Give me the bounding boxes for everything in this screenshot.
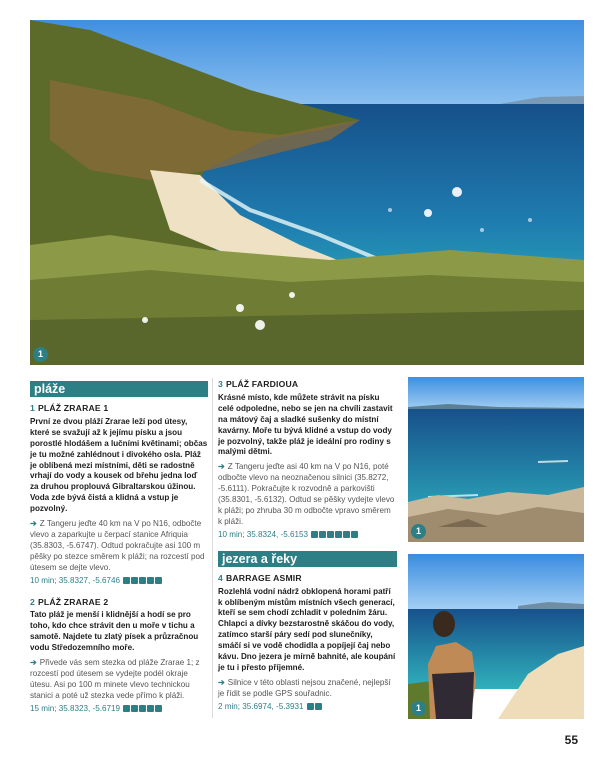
section-heading-lakes: jezera a řeky — [218, 551, 397, 567]
entry-description: Rozlehlá vodní nádrž obklopená horami patří k oblíbeným místům místních všech generací, kteří se sem chodí zchladit v poledním žáru. Chlapci a dívky bezstarostně skáčou do vody, zatímco starší páry sedí pod slunečníky, smáčí si ve vodě chodidla a popíjejí čaj nebo kávu. Dno jezera je mírně bahnité, ale koupání je tu i přesto příjemné. — [218, 586, 396, 672]
entry-description: První ze dvou pláží Zrarae leží pod útesy, které se svažují až k jejímu písku a jsou porostlé hlodášem a lučními květinami; občas je tu možné zahlédnout i divokého osla. Pláž je oblíbená mezi místními, děti se radostně vrhají do vody a kousek od břehu jedna loď za druhou proplouvá Gibraltarskou úžinou. Voda zde bývá čistá a klidná a vstup je pozvolný. — [30, 416, 208, 514]
facility-icon — [327, 531, 334, 538]
entry-number: 3 — [218, 379, 223, 389]
directions-text: Silnice v této oblasti nejsou značené, nejlepší je řídit se podle GPS souřadnic. — [218, 677, 391, 698]
facility-icon — [155, 705, 162, 712]
directions-text: Z Tangeru jeďte asi 40 km na V po N16, poté odbočte vlevo na neoznačenou silnici (35.8272, -5.6111). Pokračujte k rozvodně a parkovišti (35.8301, -5.6132). Odtud se pěšky vydejte vlevo k pláži; po zhruba 30 m odbočte vpravo směrem k pláži. — [218, 462, 395, 526]
entry-title-text: BARRAGE ASMIR — [225, 572, 302, 583]
photo-rocky-shore — [408, 377, 584, 542]
meta-text: 10 min; 35.8324, -5.6153 — [218, 529, 308, 539]
entry-title-text: PLÁŽ ZRARAE 1 — [37, 403, 109, 413]
facility-icon — [139, 705, 146, 712]
facility-icon — [123, 577, 130, 584]
facility-icon — [335, 531, 342, 538]
entry-meta — [218, 530, 397, 541]
photo-coast-beach — [30, 20, 584, 365]
entry-meta — [30, 704, 208, 715]
meta-text: 15 min; 35.8323, -5.6719 — [30, 703, 120, 713]
entry-meta — [30, 576, 208, 587]
entry-title — [30, 597, 208, 608]
facility-icon — [123, 705, 130, 712]
entry-title — [218, 379, 397, 390]
meta-text: 10 min; 35.8327, -5.6746 — [30, 575, 120, 585]
arrow-right-icon: ➔ — [30, 519, 37, 529]
entry-directions — [30, 658, 208, 702]
entry-title — [30, 403, 208, 414]
meta-text: 2 min; 35.6974, -5.3931 — [218, 701, 304, 711]
page-number: 55 — [564, 733, 578, 747]
section-heading-beaches: pláže — [30, 381, 208, 397]
entry-title-text: PLÁŽ FARDIOUA — [225, 379, 299, 389]
facility-icon — [147, 705, 154, 712]
photo-number-badge: 1 — [33, 347, 48, 362]
entry-number: 1 — [30, 403, 35, 413]
entry-description: Krásné místo, kde můžete strávit na písku celé odpoledne, nebo se jen na chvíli zastavit na mátový čaj a sladké sušenky do místní kavárny. Moře tu bývá klidné a vstup do vody je pozvolný, takže pláž je ideální pro rodiny s malými dětmi. — [218, 392, 393, 457]
entry-directions — [30, 519, 208, 574]
entry-title-text: PLÁŽ ZRARAE 2 — [37, 596, 109, 607]
directions-text: Přivede vás sem stezka od pláže Zrarae 1; z rozcestí pod útesem se vydejte podél okraje útesu. Asi po 100 m minete vlevo technickou stanici a poté už stezka vede přímo k pláži. — [30, 658, 200, 700]
entry-title — [218, 573, 397, 584]
arrow-right-icon: ➔ — [218, 462, 225, 472]
directions-text: Z Tangeru jeďte 40 km na V po N16, odbočte vlevo a zaparkujte u čerpací stanice Afriquia (35.8303, -5.6747). Odtud pokračujte asi 100 m pěšky po stezce směrem k pláži; na rozcestí pod útesem se dejte vlevo. — [30, 519, 205, 572]
facility-icon — [307, 703, 314, 710]
entry-meta — [218, 702, 397, 713]
photo-number-badge: 1 — [411, 524, 426, 539]
facility-icon — [131, 577, 138, 584]
entry-description: Tato pláž je menší i klidnější a hodí se pro toho, kdo chce strávit den u moře v tichu a samotě. Najdete tu zlatý písek a průzračnou vodu Středozemního moře. — [30, 610, 199, 653]
arrow-right-icon: ➔ — [30, 658, 37, 668]
entry-directions — [218, 678, 397, 700]
facility-icon — [351, 531, 358, 538]
facility-icon — [311, 531, 318, 538]
facility-icon — [139, 577, 146, 584]
text-column-middle — [218, 379, 397, 723]
facility-icon — [131, 705, 138, 712]
text-column-left — [30, 381, 208, 725]
photo-number-badge: 1 — [411, 701, 426, 716]
entry-number: 2 — [30, 596, 35, 607]
facility-icon — [343, 531, 350, 538]
photo-woman-beach — [408, 554, 584, 719]
entry-number: 4 — [218, 572, 223, 583]
facility-icon — [315, 703, 322, 710]
facility-icon — [155, 577, 162, 584]
facility-icon — [147, 577, 154, 584]
facility-icon — [319, 531, 326, 538]
entry-directions — [218, 462, 397, 527]
column-divider — [212, 378, 213, 718]
arrow-right-icon: ➔ — [218, 677, 225, 687]
